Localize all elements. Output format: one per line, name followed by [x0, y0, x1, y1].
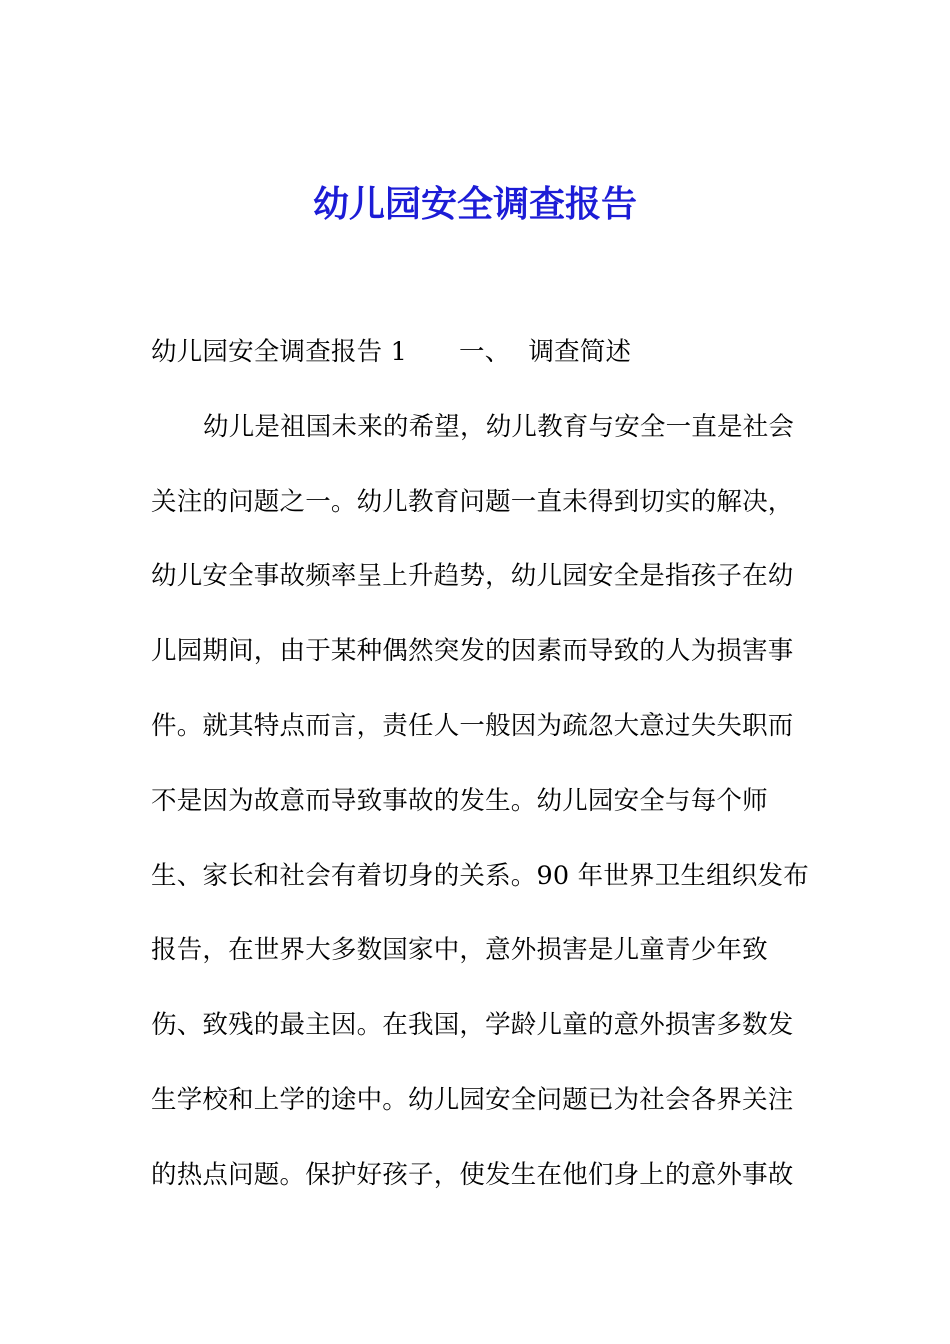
paragraph-line: 的热点问题。保护好孩子，使发生在他们身上的意外事故 [151, 1159, 794, 1190]
paragraph-line: 伤、致残的最主因。在我国，学龄儿童的意外损害多数发 [151, 1010, 794, 1041]
paragraph-line: 生学校和上学的途中。幼儿园安全问题已为社会各界关注 [151, 1084, 794, 1115]
document-body [151, 327, 809, 1225]
paragraph-line: 关注的问题之一。幼儿教育问题一直未得到切实的解决， [151, 486, 794, 517]
section-heading-line [151, 327, 801, 402]
paragraph-line: 不是因为故意而导致事故的发生。幼儿园安全与每个师 [151, 785, 768, 816]
paragraph-line: 件。就其特点而言，责任人一般因为疏忽大意过失失职而 [151, 710, 794, 741]
paragraph-line: 幼儿安全事故频率呈上升趋势，幼儿园安全是指孩子在幼 [151, 561, 794, 592]
section-title: 调查简述 [528, 337, 632, 367]
paragraph-line: 生、家长和社会有着切身的关系。90 年世界卫生组织发布 [151, 860, 809, 891]
section-number: 一、 [459, 337, 511, 367]
paragraph-line: 幼儿是祖国未来的希望，幼儿教育与安全一直是社会 [203, 411, 795, 442]
paragraph-line: 报告，在世界大多数国家中，意外损害是儿童青少年致 [151, 935, 768, 966]
document-title: 幼儿园安全调查报告 [312, 183, 637, 225]
report-subtitle: 幼儿园安全调查报告 1 [151, 337, 408, 367]
paragraph-line: 儿园期间，由于某种偶然突发的因素而导致的人为损害事 [151, 636, 794, 667]
